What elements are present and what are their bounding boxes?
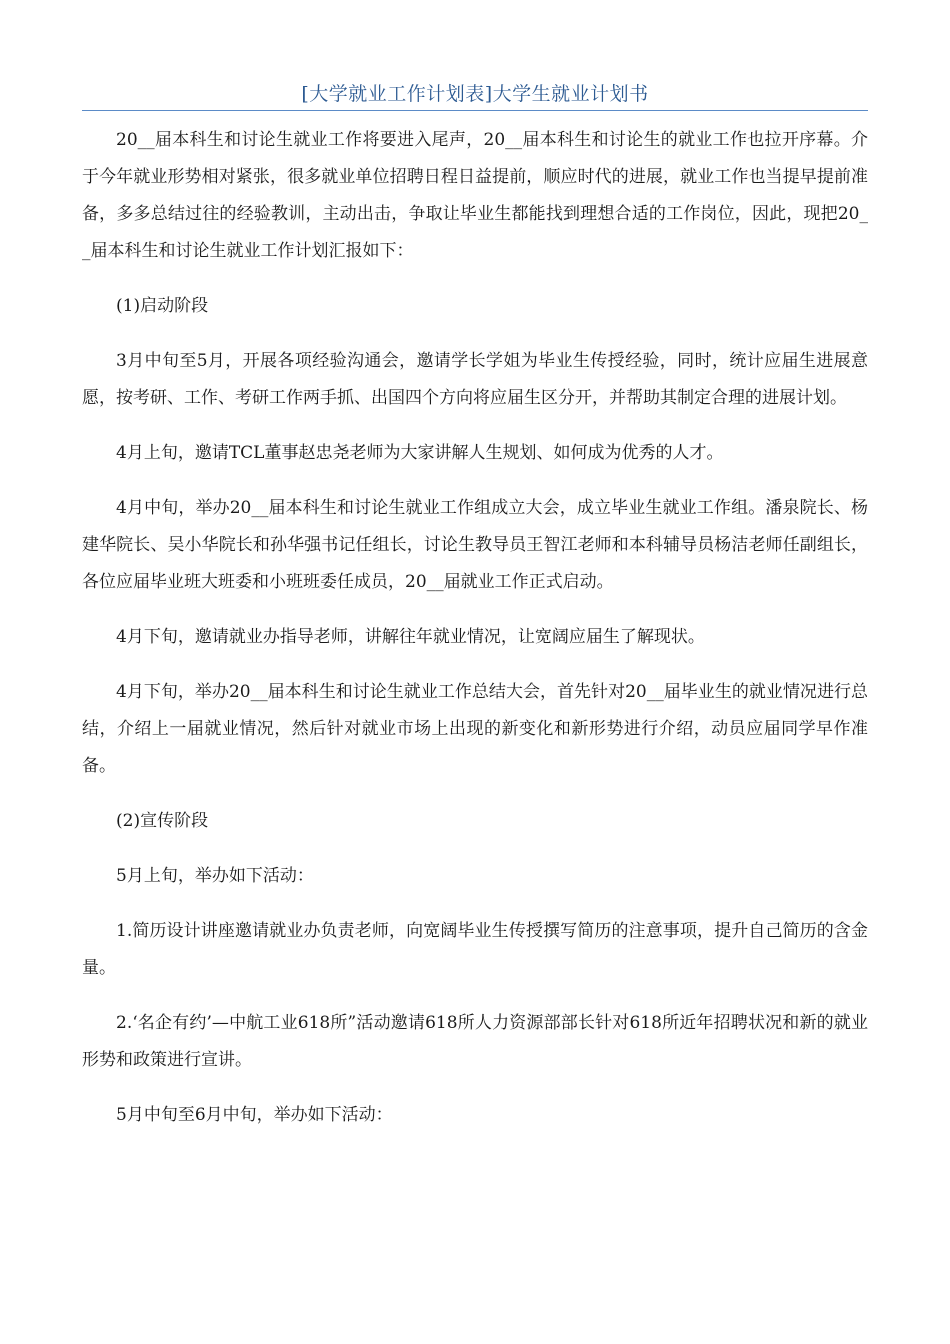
paragraph-may-june: 5月中旬至6月中旬，举办如下活动： — [116, 1105, 393, 1125]
section-heading-promotion: (2)宣传阶段 — [116, 811, 209, 831]
paragraph-may-early: 5月上旬，举办如下活动： — [116, 866, 314, 886]
section-heading-launch: (1)启动阶段 — [116, 296, 209, 316]
document-title: [大学就业工作计划表]大学生就业计划书 — [301, 83, 649, 105]
list-item-company-talk: 2.‘名企有约’—中航工业618所”活动邀请618所人力资源部部长针对618所近年招聘状况和新的就业形势和政策进行宣讲。 — [82, 1013, 868, 1070]
paragraph-march-may: 3月中旬至5月，开展各项经验沟通会，邀请学长学姐为毕业生传授经验，同时，统计应届生进展意愿，按考研、工作、考研工作两手抓、出国四个方向将应届生区分开，并帮助其制定合理的进展计划。 — [82, 351, 868, 408]
paragraph-april-late-1: 4月下旬，邀请就业办指导老师，讲解往年就业情况，让宽阔应届生了解现状。 — [116, 627, 705, 647]
list-item-resume-workshop: 1.简历设计讲座邀请就业办负责老师，向宽阔毕业生传授撰写简历的注意事项，提升自己简历的含金量。 — [82, 921, 868, 978]
paragraph-april-mid: 4月中旬，举办20__届本科生和讨论生就业工作组成立大会，成立毕业生就业工作组。潘泉院长、杨建华院长、吴小华院长和孙华强书记任组长，讨论生教导员王智江老师和本科辅导员杨洁老师任副组长，各位应届毕业班大班委和小班班委任成员，20__届就业工作正式启动。 — [82, 498, 868, 592]
paragraph-april-early: 4月上旬，邀请TCL董事赵忠尧老师为大家讲解人生规划、如何成为优秀的人才。 — [116, 443, 724, 463]
document-body — [82, 122, 868, 1152]
paragraph-april-late-2: 4月下旬，举办20__届本科生和讨论生就业工作总结大会，首先针对20__届毕业生的就业情况进行总结，介绍上一届就业情况，然后针对就业市场上出现的新变化和新形势进行介绍，动员应届同学早作准备。 — [82, 682, 868, 776]
document-header — [82, 78, 868, 111]
paragraph-intro: 20__届本科生和讨论生就业工作将要进入尾声，20__届本科生和讨论生的就业工作也拉开序幕。介于今年就业形势相对紧张，很多就业单位招聘日程日益提前，顺应时代的进展，就业工作也当提早提前准备，多多总结过往的经验教训，主动出击，争取让毕业生都能找到理想合适的工作岗位，因此，现把20__届本科生和讨论生就业工作计划汇报如下： — [82, 130, 868, 261]
